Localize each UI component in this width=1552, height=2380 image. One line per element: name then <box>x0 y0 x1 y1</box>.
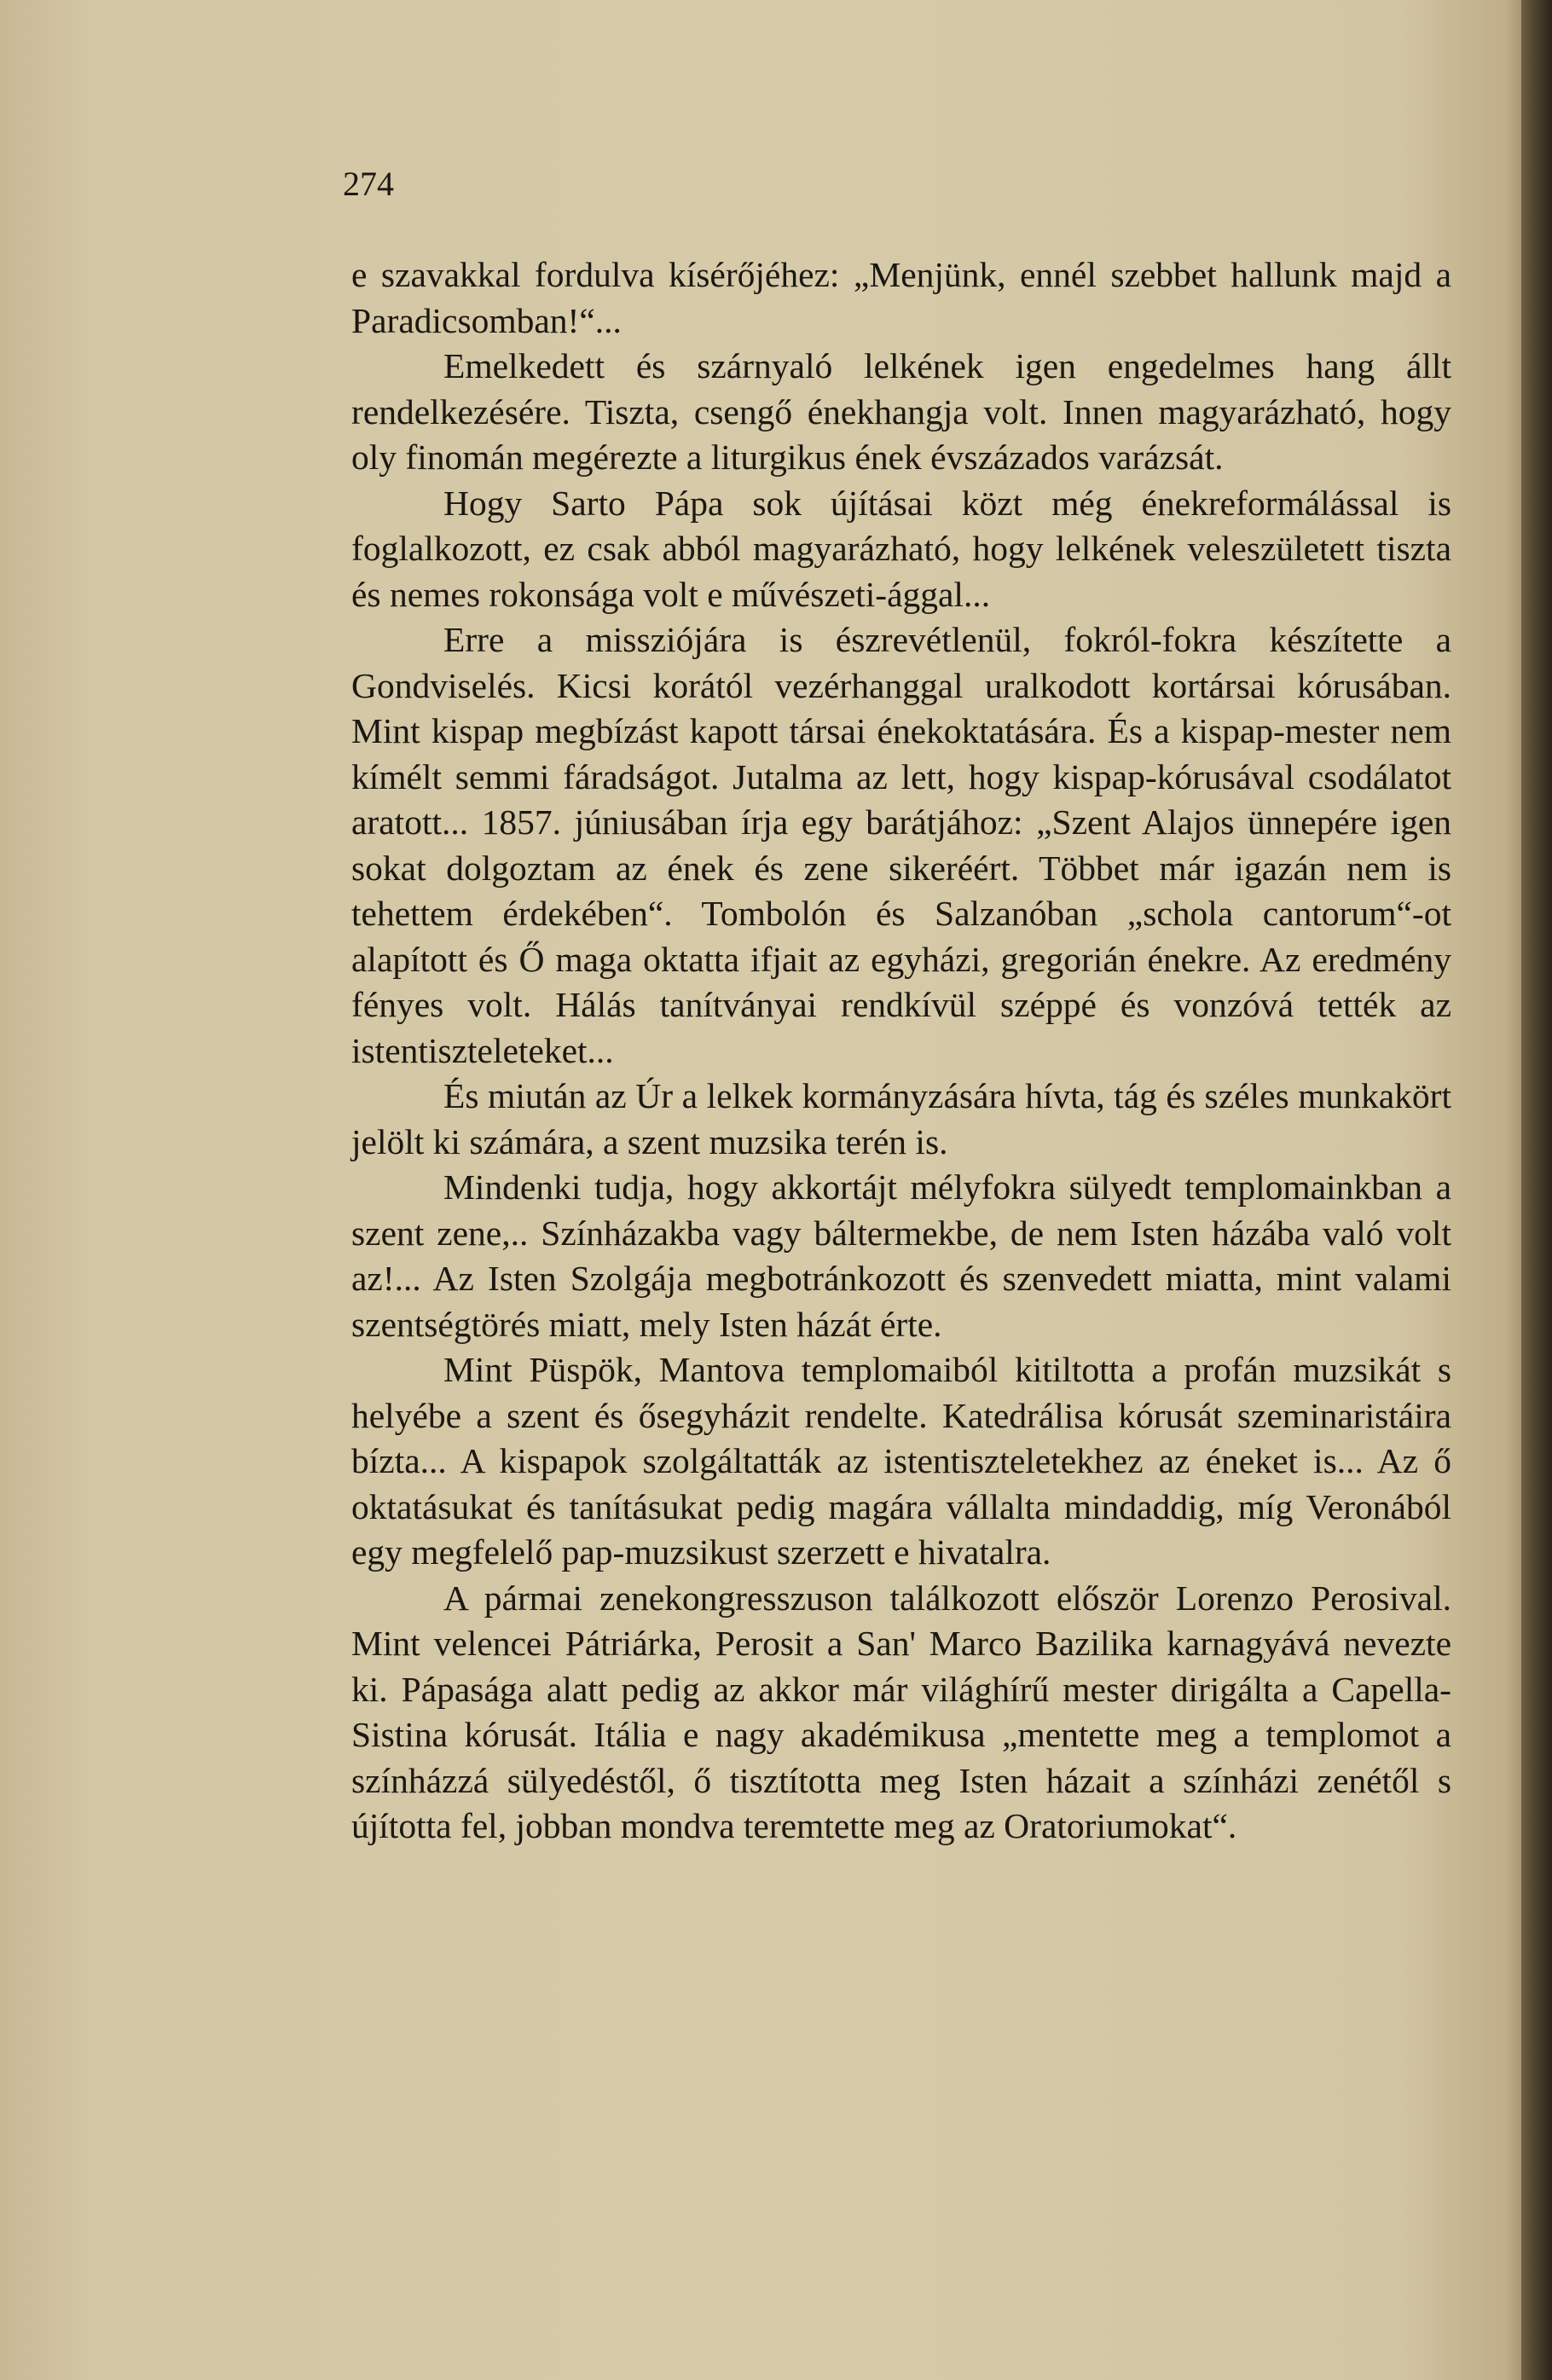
paragraph: A pármai zenekongresszuson találkozott először Lorenzo Perosival. Mint velencei Pátriárka, Perosit a San' Marco Bazilika karnagyává nevezte ki. Pápasága alatt pedig az akkor már világhírű mester dirigálta a Capella-Sistina kórusát. Itália e nagy akadémikusa „mentette meg a templomot a színházzá sülyedéstől, ő tisztította meg Isten házait a színházi zenétől s újította fel, jobban mondva teremtette meg az Oratoriumokat“. <box>351 1578 1451 1845</box>
paragraph: Emelkedett és szárnyaló lelkének igen engedelmes hang állt rendelkezésére. Tiszta, csengő énekhangja volt. Innen magyarázható, hogy oly finomán megérezte a liturgikus ének évszázados varázsát. <box>351 346 1451 477</box>
paragraph: Hogy Sarto Pápa sok újításai közt még énekreformálással is foglalkozott, ez csak abból magyarázható, hogy lelkének veleszületett tiszta és nemes rokonsága volt e művészeti-ággal... <box>351 483 1451 614</box>
page-number: 274 <box>343 165 394 203</box>
body-text <box>351 252 1451 1850</box>
paragraph: Mindenki tudja, hogy akkortájt mélyfokra sülyedt templomainkban a szent zene,.. Színházakba vagy báltermekbe, de nem Isten házába való volt az!... Az Isten Szolgája megbotránkozott és szenvedett miatta, mint valami szentségtörés miatt, mely Isten házát érte. <box>351 1167 1451 1344</box>
paragraph: És miután az Úr a lelkek kormányzására hívta, tág és széles munkakört jelölt ki számára, a szent muzsika terén is. <box>351 1076 1451 1161</box>
book-spine-shadow <box>1521 0 1552 2380</box>
paragraph: e szavakkal fordulva kísérőjéhez: „Menjünk, ennél szebbet hallunk majd a Paradicsomban!“... <box>351 255 1451 340</box>
paragraph: Erre a missziójára is észrevétlenül, fokról-fokra készítette a Gondviselés. Kicsi korától vezérhanggal uralkodott kortársai kórusában. Mint kispap megbízást kapott társai énekoktatására. És a kispap-mester nem kímélt semmi fáradságot. Jutalma az lett, hogy kispap-kórusával csodálatot aratott... 1857. júniusában írja egy barátjához: „Szent Alajos ünnepére igen sokat dolgoztam az ének és zene sikeréért. Többet már igazán nem is tehettem érdekében“. Tombolón és Salzanóban „schola cantorum“-ot alapított és Ő maga oktatta ifjait az egyházi, gregorián énekre. Az eredmény fényes volt. Hálás tanítványai rendkívül széppé és vonzóvá tették az istentiszteleteket... <box>351 620 1451 1070</box>
paragraph: Mint Püspök, Mantova templomaiból kitiltotta a profán muzsikát s helyébe a szent és ősegyházit rendelte. Katedrálisa kórusát szeminaristáira bízta... A kispapok szolgáltatták az istentiszteletekhez az éneket is... Az ő oktatásukat és tanításukat pedig magára vállalta mindaddig, míg Veronából egy megfelelő pap-muzsikust szerzett e hivatalra. <box>351 1350 1451 1572</box>
